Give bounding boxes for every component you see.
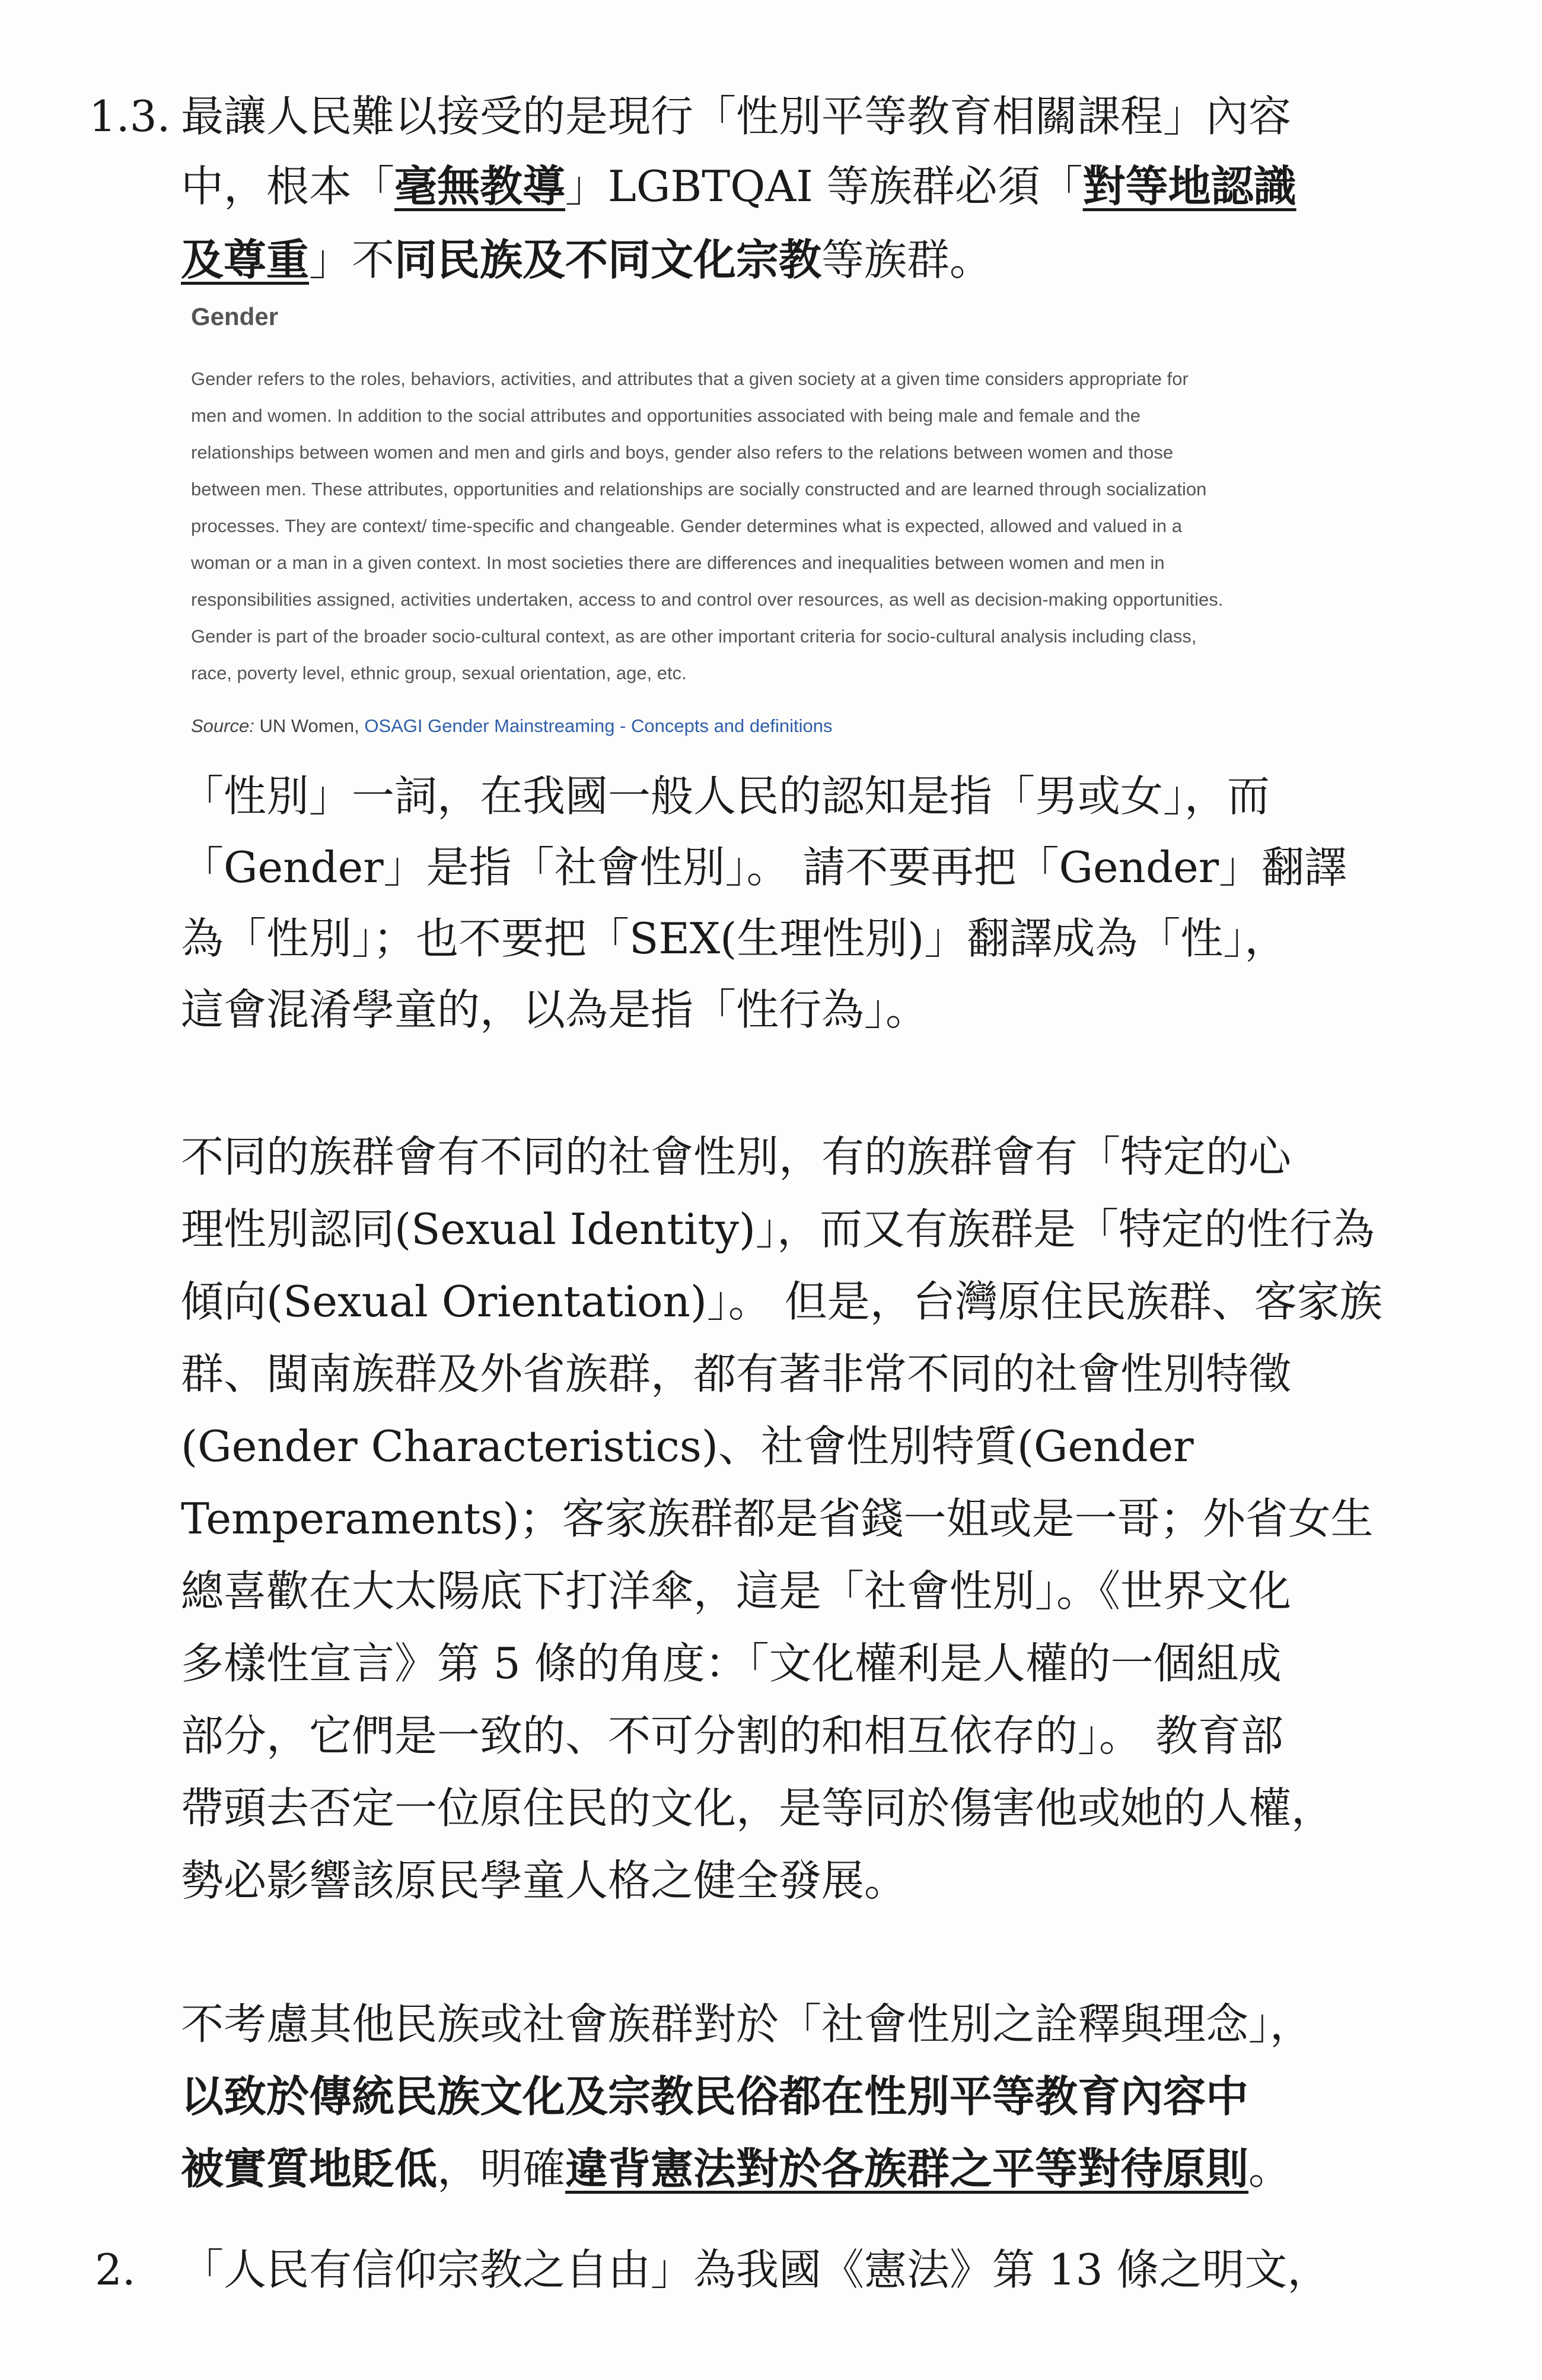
para-groups-line-5: (Gender Characteristics)、社會性別特質(Gender [181,1421,1194,1471]
section-1-3-line-3 [181,230,992,289]
quote-heading: Gender [191,303,279,330]
para-groups-line-3: 傾向(Sexual Orientation)」。 但是，台灣原住民族群、客家族 [181,1277,1382,1326]
line3-text-d: 等族群。 [821,235,993,285]
emphasis-no-teaching: 毫無教導 [394,161,566,211]
section-number-1-3: 1.3. [89,91,171,141]
para-groups-line-11: 勢必影響該原民學童人格之健全發展。 [181,1856,907,1905]
emphasis-equal-recognition: 對等地認識 [1082,161,1296,211]
line2-text-c: 」LGBTQAI 等族群必須「 [565,161,1083,211]
para-groups-line-7: 總喜歡在大太陽底下打洋傘，這是「社會性別」。《世界文化 [181,1566,1292,1616]
quoted-definition [191,303,1442,737]
para-conclusion-line-1: 不考慮其他民族或社會族群對於「社會性別之詮釋與理念」， [181,1999,1313,2049]
section-2-line-1: 「人民有信仰宗教之自由」為我國《憲法》第 13 條之明文， [181,2245,1330,2295]
para-groups-line-8: 多樣性宣言》第 5 條的角度：「文化權利是人權的一個組成 [181,1638,1282,1688]
quote-body: Gender refers to the roles, behaviors, activities, and attributes that a given society at a given time considers appropriate for men and women. In addition to the social attributes and opportunities associated with being male and female and the relationships between women and men and girls and boys, gender also refers to the relations between women and those between men. These attributes, opportunities and relationships are socially constructed and are learned through socialization processes. They are context/ time-specific and changeable. Gender determines what is expected, allowed and valued in a woman or a man in a given context. In most societies there are differences and inequalities between women and men in responsibilities assigned, activities undertaken, access to and control over resources, as well as decision-making opportunities. Gender is part of the broader socio-cultural context, as are other important criteria for socio-cultural analysis including class, race, poverty level, ethnic group, sexual orientation, age, etc. [191,368,1224,683]
para-groups-line-10: 帶頭去否定一位原住民的文化，是等同於傷害他或她的人權， [181,1783,1334,1833]
quote-source [191,715,1442,737]
emphasis-devalued: 被實質地貶低 [181,2143,438,2194]
para-groups-line-9: 部分，它們是一致的、不可分割的和相互依存的」。 教育部 [181,1711,1283,1761]
source-label: Source: [191,715,254,736]
para-gender-line-1: 「性別」一詞，在我國一般人民的認知是指「男或女」，而 [181,771,1270,821]
para-conclusion-line-3 [181,2139,1291,2198]
section-1-3-line-1: 最讓人民難以接受的是現行「性別平等教育相關課程」內容 [181,91,1292,141]
source-org: UN Women, [254,715,365,736]
section-1-3-line-2 [181,157,1296,216]
para-gender-line-2: 「Gender」是指「社會性別」。 請不要再把「Gender」翻譯 [181,842,1347,892]
para-conclusion-line-2: 以致於傳統民族文化及宗教民俗都在性別平等教育內容中 [181,2071,1249,2121]
para-gender-line-4: 這會混淆學童的，以為是指「性行為」。 [181,985,929,1035]
line3-text-b: 」不 [309,235,395,285]
conclusion-text-d: 。 [1248,2144,1292,2194]
source-link[interactable]: OSAGI Gender Mainstreaming - Concepts and definitions [364,715,833,736]
section-number-2: 2. [95,2245,136,2295]
para-groups-line-2: 理性別認同(Sexual Identity)」，而又有族群是「特定的性行為 [181,1204,1375,1254]
para-groups-line-1: 不同的族群會有不同的社會性別，有的族群會有「特定的心 [181,1132,1292,1182]
emphasis-and-respect: 及尊重 [181,234,310,285]
line2-text-a: 中，根本「 [181,161,395,211]
emphasis-different-cultures: 同民族及不同文化宗教 [394,234,822,285]
para-groups-line-6: Temperaments)；客家族群都是省錢一姐或是一哥；外省女生 [181,1494,1374,1544]
emphasis-violates-constitution: 違背憲法對於各族群之平等對待原則 [565,2143,1249,2194]
para-gender-line-3: 為「性別」；也不要把「SEX(生理性別)」翻譯成為「性」， [181,914,1288,963]
para-groups-line-4: 群、閩南族群及外省族群，都有著非常不同的社會性別特徵 [181,1349,1292,1399]
conclusion-text-b: ，明確 [437,2144,566,2194]
